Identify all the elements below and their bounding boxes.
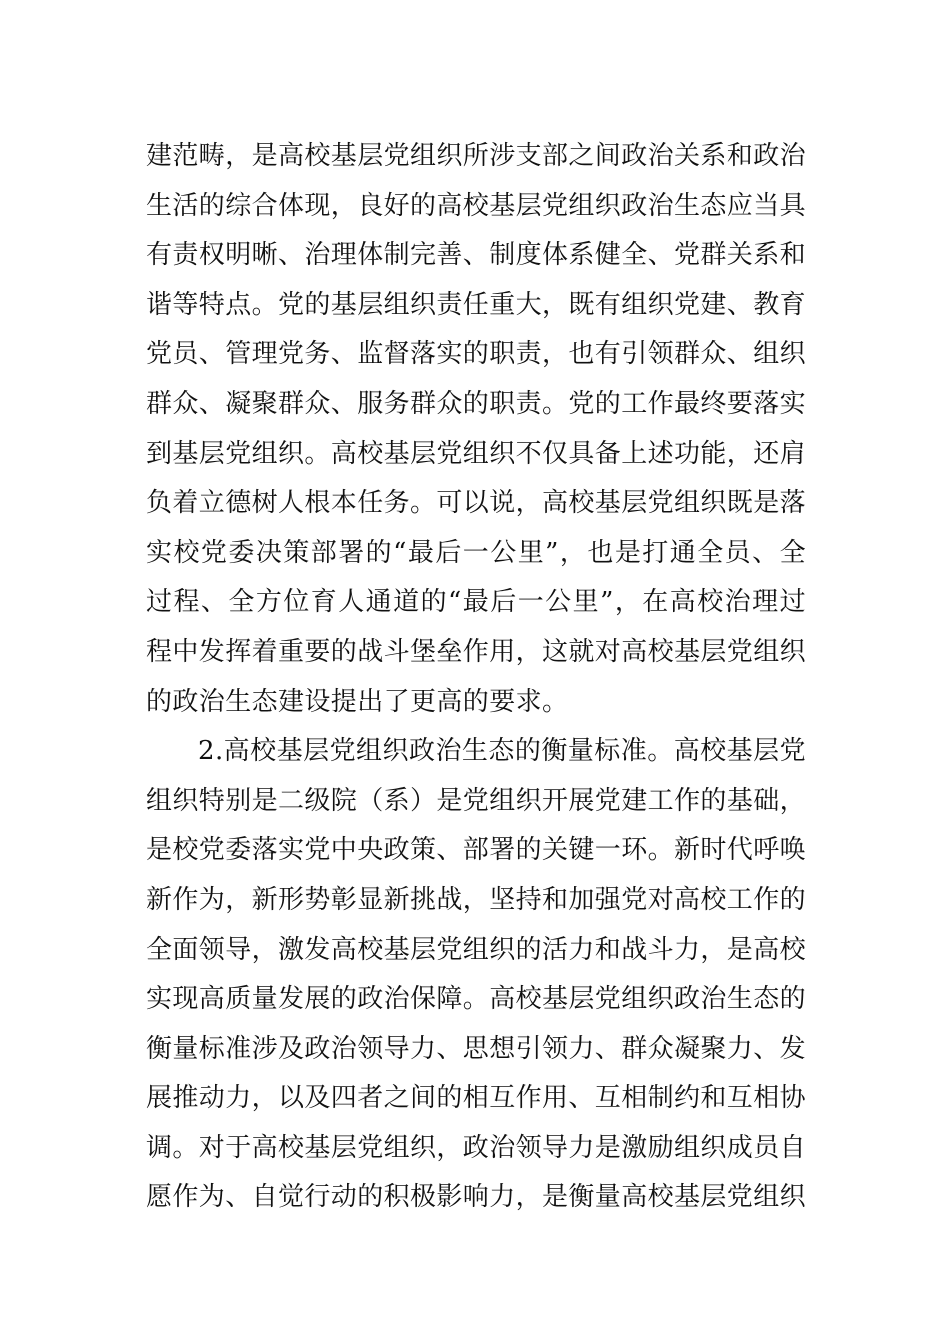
text-line: 建范畴，是高校基层党组织所涉支部之间政治关系和政治	[146, 141, 806, 171]
text-line: 的政治生态建设提出了更高的要求。	[146, 686, 569, 717]
text-line: 调。对于高校基层党组织，政治领导力是激励组织成员自	[146, 1132, 806, 1163]
text-line: 展推动力，以及四者之间的相互作用、互相制约和互相协	[146, 1083, 806, 1114]
text-line: 是校党委落实党中央政策、部署的关键一环。新时代呼唤	[146, 835, 806, 866]
text-line: 负着立德树人根本任务。可以说，高校基层党组织既是落	[146, 488, 806, 519]
text-line: 全面领导，激发高校基层党组织的活力和战斗力，是高校	[146, 934, 806, 965]
text-line: 衡量标准涉及政治领导力、思想引领力、群众凝聚力、发	[146, 1033, 806, 1064]
text-line: 有责权明晰、治理体制完善、制度体系健全、党群关系和	[146, 240, 806, 271]
text-line: 程中发挥着重要的战斗堡垒作用，这就对高校基层党组织	[146, 636, 806, 667]
text-line: 过程、全方位育人通道的“最后一公里”，在高校治理过	[146, 587, 806, 618]
text-line: 实现高质量发展的政治保障。高校基层党组织政治生态的	[146, 984, 806, 1015]
paragraph-1	[146, 132, 806, 727]
text-line: 新作为，新形势彰显新挑战，坚持和加强党对高校工作的	[146, 884, 806, 915]
text-line: 群众、凝聚群众、服务群众的职责。党的工作最终要落实	[146, 388, 806, 419]
text-line: 谐等特点。党的基层组织责任重大，既有组织党建、教育	[146, 289, 806, 320]
paragraph-2	[146, 727, 806, 1223]
text-line: 组织特别是二级院（系）是党组织开展党建工作的基础，	[146, 785, 806, 816]
text-line: 2.高校基层党组织政治生态的衡量标准。高校基层党	[198, 736, 806, 767]
text-line: 愿作为、自觉行动的积极影响力，是衡量高校基层党组织	[146, 1182, 806, 1213]
text-line: 到基层党组织。高校基层党组织不仅具备上述功能，还肩	[146, 438, 806, 469]
body-text	[146, 132, 806, 1223]
text-line: 党员、管理党务、监督落实的职责，也有引领群众、组织	[146, 339, 806, 370]
text-line: 实校党委决策部署的“最后一公里”，也是打通全员、全	[146, 537, 806, 568]
text-line: 生活的综合体现，良好的高校基层党组织政治生态应当具	[146, 190, 806, 221]
